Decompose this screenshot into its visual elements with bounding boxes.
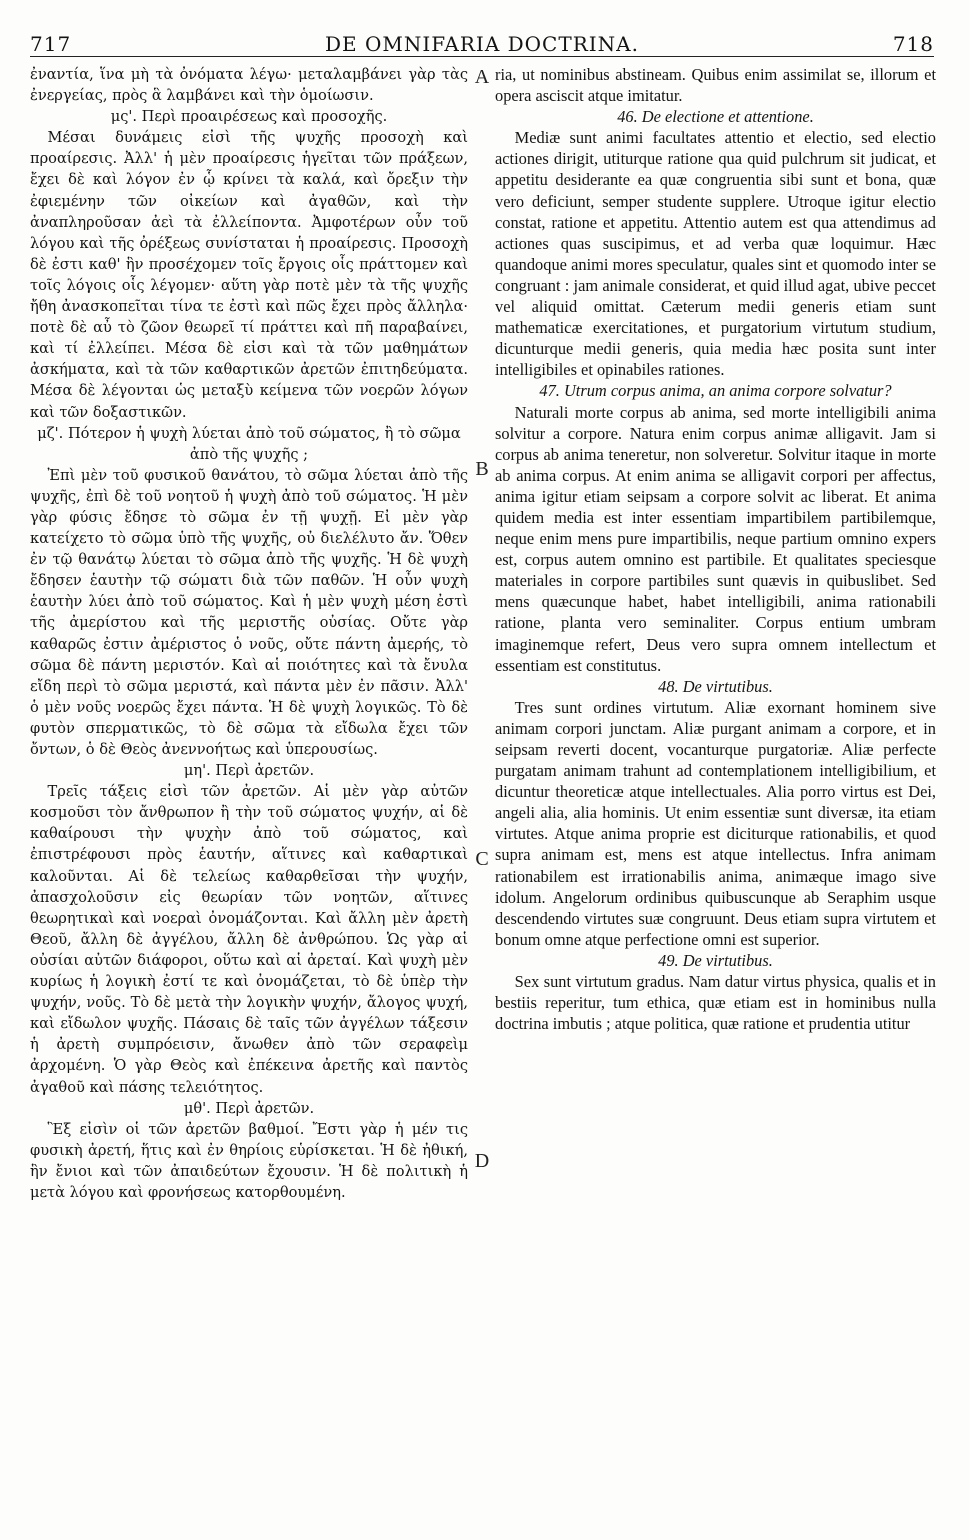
greek-paragraph: ἐναντία, ἵνα μὴ τὰ ὀνόματα λέγω· μεταλαμβάνει γὰρ τὰς ἐνεργείας, πρὸς ἃ λαμβάνει καὶ τὴν ὁμοίωσιν. [30,66,468,105]
latin-heading: 46. De electione et attentione. [617,107,814,127]
latin-paragraph: Tres sunt ordines virtutum. Aliæ exornant hominem sive animam corpori junctam. Aliæ purgant animam a corpore, et in seipsam reverti docent, vocanturque purgatoriæ. Aliæ perfecte purgatam animam trahunt ad contemplationem intelligibilium, et dicuntur theoreticæ atque intellectuales. Alia porro virtus est Dei, angeli alia, alia hominis. Ut enim essentiæ sunt diversæ, ita etiam virtutes. Atque anima proprie est diciturque rationabilis, et quod supra animam est, mens est atque intellectus. Infra animam rationabilem est irrationabilis anima, animæque imago sive idolum. Angelorum ordinibus quibuscunque ab Seraphim usque descendendo virtutes suæ congruunt. Deus etiam supra virtutem et bonum omne atque perfectione omni est superior. [495,697,936,949]
greek-paragraph: Τρεῖς τάξεις εἰσὶ τῶν ἀρετῶν. Αἱ μὲν γὰρ αὐτῶν κοσμοῦσι τὸν ἄνθρωπον ἢ τὴν τοῦ σώματος ψυχήν, αἱ δὲ καθαίρουσι τὴν ψυχὴν ἀπὸ τοῦ σώματος, καὶ ἐπιστρέφουσι πρὸς ἑαυτήν, αἵτινες καὶ καθαρτικαὶ καλοῦνται. Αἱ δὲ τελείως καθαρθεῖσαι τὴν ψυχήν, ἀπασχολοῦσιν εἰς θεωρίαν τῶν νοητῶν, αἵτινες θεωρητικαὶ καὶ νοεραὶ ὀνομάζονται. Καὶ ἄλλη μὲν ἀρετὴ Θεοῦ, ἄλλη δὲ ἀγγέλου, ἄλλη δὲ ἀνθρώπου. Ὡς γὰρ αἱ οὐσίαι αὐτῶν διάφοροι, οὕτω καὶ αἱ ἀρεταί. Καὶ ψυχὴ μὲν κυρίως ἡ λογικὴ ἐστί τε καὶ ὀνομάζεται, τὸ δὲ ὑπὲρ τὴν ψυχήν, νοῦς. Τὸ δὲ μετὰ τὴν λογικὴν ψυχήν, ἄλογος ψυχή, καὶ εἴδωλον ψυχῆς. Πάσαις δὲ ταῖς τῶν ἀγγέλων τάξεσιν ἡ ἀρετὴ συμπρόεισιν, ἄνωθεν ἀπὸ τῶν σεραφεὶμ ἀρχομένη. Ὁ γὰρ Θεὸς καὶ ἐπέκεινα ἀρετῆς καὶ παντὸς ἀγαθοῦ καὶ πάσης τελειότητος. [30,783,468,1096]
latin-column [495,64,936,1034]
page-number-right: 718 [892,32,934,56]
latin-paragraph: Sex sunt virtutum gradus. Nam datur virtus physica, qualis et in bestiis reperitur, tum ethica, quæ etiam est in hominibus nulla doctrina imbutis ; atque politica, quæ ratione et prudentia utitur [495,972,936,1034]
latin-heading: 48. De virtutibus. [658,676,773,696]
margin-letter-b: B [475,458,489,480]
margin-letter-d: D [474,1150,490,1172]
margin-letter-a: A [474,66,490,88]
latin-paragraph: Naturali morte corpus ab anima, sed morte intelligibili anima solvitur a corpore. Natura enim corpus animæ alligavit. Jam si corpus ab anima teneretur, non solveretur. Solvitur itaque in morte ab anima corpus. At enim anima se alligavit corpori per affectus, anima igitur etiam seipsam a corpore solvit ac liberat. Et anima quidem media est inter essentiam impartibilem partibilemque, neque enim mens pure impartibilis, neque partium omnino expers est, corpus autem omnino est partibile. Et qualitates speciesque materiales in corpore partibiles sunt quævis in quibuslibet. Sed mens quæcunque habet, habet intelligibili, anima rationabili ratione, planta vero seminaliter. Corpus entium umbram imaginemque refert, Deus vero supra omnem intellectum et essentiam est constitutus. [495,402,936,675]
latin-paragraph: ria, ut nominibus abstineam. Quibus enim assimilat se, illorum et opera asciscit atque imitatur. [495,65,936,106]
greek-heading: μθ'. Περὶ ἀρετῶν. [183,1099,315,1117]
page-header [30,30,934,57]
latin-heading: 47. Utrum corpus anima, an anima corpore solvatur? [539,381,892,401]
margin-letter-c: C [475,848,489,870]
greek-heading: μζ'. Πότερον ἡ ψυχὴ λύεται ἀπὸ τοῦ σώματος, ἢ τὸ σῶμα ἀπὸ τῆς ψυχῆς ; [37,424,461,463]
page-number-left: 717 [30,32,72,56]
greek-heading: μς'. Περὶ προαιρέσεως καὶ προσοχῆς. [110,108,388,126]
greek-paragraph: Ἓξ εἰσὶν οἱ τῶν ἀρετῶν βαθμοί. Ἔστι γὰρ ἡ μέν τις φυσικὴ ἀρετή, ἥτις καὶ ἐν θηρίοις εὑρίσκεται. Ἡ δὲ ἠθική, ἣν ἔνιοι καὶ τῶν ἀπαιδεύτων ἔχουσιν. Ἡ δὲ πολιτικὴ ἡ μετὰ λόγου καὶ φρονήσεως κατορθουμένη. [30,1120,468,1201]
greek-paragraph: Ἐπὶ μὲν τοῦ φυσικοῦ θανάτου, τὸ σῶμα λύεται ἀπὸ τῆς ψυχῆς, ἐπὶ δὲ τοῦ νοητοῦ ἡ ψυχὴ ἀπὸ τοῦ σώματος. Ἡ μὲν γὰρ φύσις ἔδησε τὸ σῶμα ἐν τῇ ψυχῇ. Εἰ μὲν γὰρ κατείχετο τὸ σῶμα ὑπὸ τῆς ψυχῆς, οὐ διελέλυτο ἄν. Ὅθεν ἐν τῷ θανάτῳ λύεται τὸ σῶμα ἀπὸ τῆς ψυχῆς. Ἡ δὲ ψυχὴ ἔδησεν ἑαυτὴν τῷ σώματι διὰ τῶν παθῶν. Ἡ οὖν ψυχὴ ἑαυτὴν λύει ἀπὸ τοῦ σώματος. Καὶ ἡ μὲν ψυχὴ μέση ἐστὶ τῆς ἀμερίστου καὶ τῆς μεριστῆς οὐσίας. Οὔτε γὰρ καθαρῶς ἐστιν ἀμέριστος ὁ νοῦς, οὔτε πάντη ἀμερής, τὸ σῶμα δὲ πάντη μεριστόν. Καὶ αἱ ποιότητες καὶ τὰ ἔνυλα εἴδη περὶ τὸ σῶμα μεριστά, καὶ πάντα μὲν ἐν πᾶσιν. Ἀλλ' ὁ μὲν νοῦς νοερῶς ἔχει πάντα. Ἡ δὲ ψυχὴ λογικῶς. Τὸ δὲ φυτὸν σπερματικῶς, τὸ δὲ σῶμα τὰ εἴδωλα ἔχει τῶν ὄντων, ὁ δὲ Θεὸς ἀνεννοήτως καὶ ὑπερουσίως. [30,466,468,758]
running-title: DE OMNIFARIA DOCTRINA. [325,32,639,56]
greek-column [30,64,468,1203]
latin-heading: 49. De virtutibus. [658,950,773,970]
greek-heading: μη'. Περὶ ἀρετῶν. [183,762,315,780]
latin-paragraph: Mediæ sunt animi facultates attentio et electio, sed electio actiones dirigit, utiturque ratione qua quid pulchrum sit judicat, et appetitu desiderante ea quæ congruentia sibi sunt et bona, quæ vero deficiunt, semper studente supplere. Utroque igitur electio constat, ratione et appetitu. Attentio autem est qua attendimus ad actiones quas suscipimus, et ad verba quæ loquimur. Hæc quandoque animi mores speculatur, quales sint et quomodo inter se congruant : jam animale considerat, et quid illud agat, ubive peccet vel aliquid omittat. Cæterum medii generis etiam sunt mathematicæ exercitationes, et purgatorium virtutum studium, dicunturque medii generis, quia media hæc posita sunt inter intelligibiles et opinabiles rationes. [495,128,936,380]
greek-paragraph: Μέσαι δυνάμεις εἰσὶ τῆς ψυχῆς προσοχὴ καὶ προαίρεσις. Ἀλλ' ἡ μὲν προαίρεσις ἡγεῖται τῶν πράξεων, ἔχει δὲ καὶ λόγον ἐν ᾧ κρίνει τὰ καλά, καὶ ὄρεξιν τὴν ἐφιεμένην τῶν οἰκείων καὶ ἀγαθῶν, καὶ τὴν ἀναπληροῦσαν ἀεὶ τὰ ἐλλείποντα. Ἀμφοτέρων οὖν τοῦ λόγου καὶ τῆς ὀρέξεως συνίσταται ἡ προαίρεσις. Προσοχὴ δὲ ἐστι καθ' ἣν προσέχομεν τοῖς ἔργοις οἷς πράττομεν καὶ τοῖς λόγοις οἷς λέγομεν· αὕτη γὰρ ποτὲ μὲν τὰ τῆς ψυχῆς ἤθη ἀνασκοπεῖται τίνα τε ἐστὶ καὶ πῶς ἔχει πρὸς ἄλληλα· ποτὲ δὲ αὖ τὸ ζῶον θεωρεῖ τί πράττει καὶ πῆ παραβαίνει, καὶ τί ἐλλείπει. Μέσα δὲ εἰσι καὶ τὰ τῶν μαθημάτων ἀσκήματα, καὶ τὰ τῶν καθαρτικῶν ἀρετῶν ἐπιτηδεύματα. Μέσα δὲ λέγονται ὡς μεταξὺ κείμενα τῶν νοερῶν λόγων καὶ τῶν δοξαστικῶν. [30,129,468,421]
